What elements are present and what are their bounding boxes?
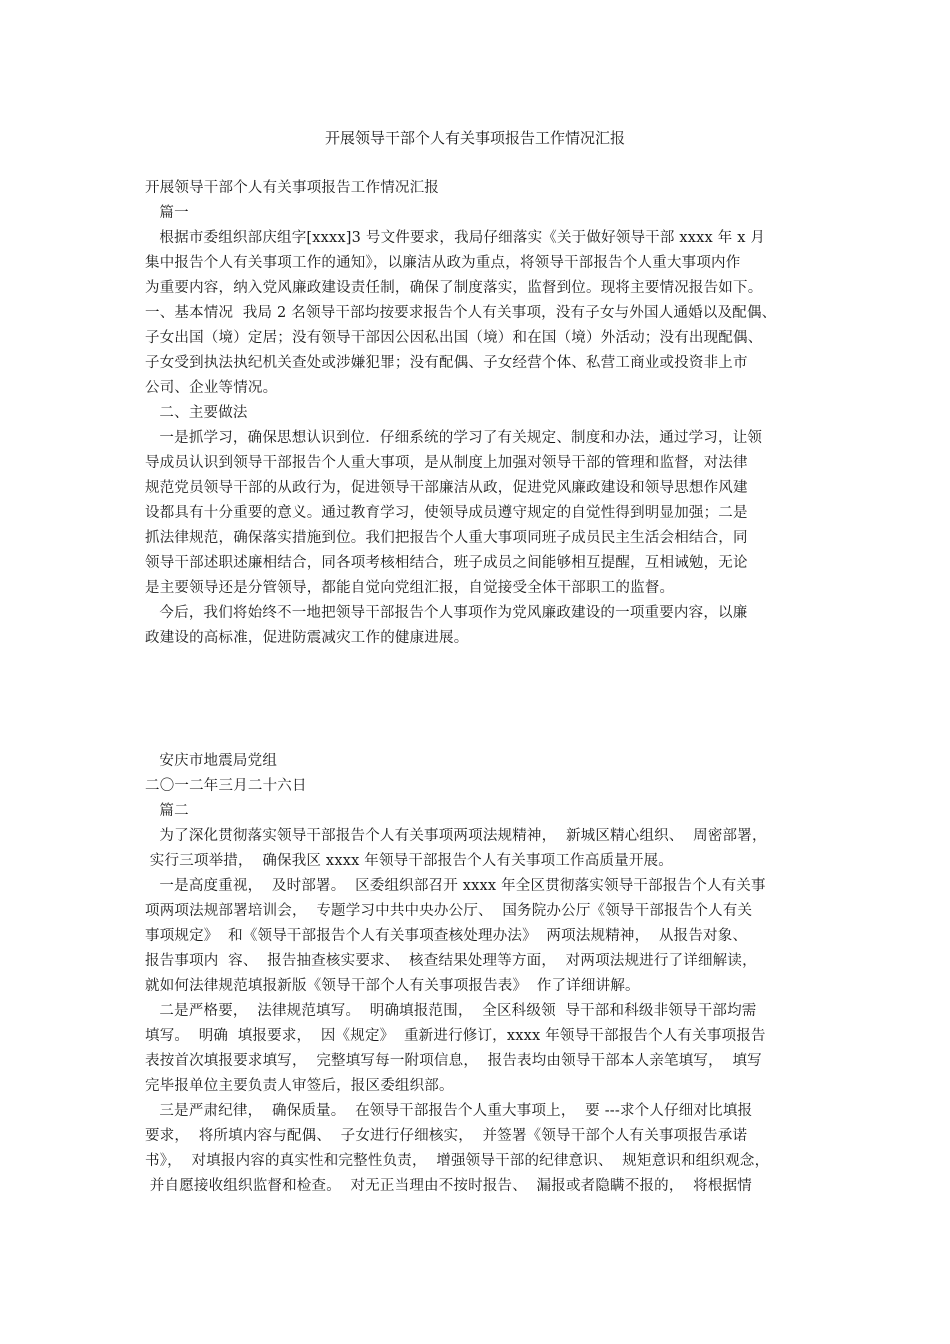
text-line: 子女受到执法执纪机关查处或涉嫌犯罪；没有配偶、子女经营个体、私营工商业或投资非上市: [145, 355, 748, 371]
text-line: 政建设的高标准，促进防震减灾工作的健康进展。: [145, 630, 469, 646]
text-line: 子女出国（境）定居；没有领导干部因公因私出国（境）和在国（境）外活动；没有出现配偶、: [145, 330, 763, 346]
text-line: 要求， 将所填内容与配偶、 子女进行仔细核实， 并签署《领导干部个人有关事项报告承诺: [145, 1128, 748, 1144]
text-line: 公司、企业等情况。: [145, 380, 278, 396]
text-line: 抓法律规范，确保落实措施到位。我们把报告个人重大事项同班子成员民主生活会相结合，同: [145, 530, 748, 546]
text-line: 导成员认识到领导干部报告个人重大事项，是从制度上加强对领导干部的管理和监督，对法律: [145, 455, 748, 471]
text-line: 填写。 明确 填报要求， 因《规定》 重新进行修订，xxxx 年领导干部报告个人有关事项报告: [145, 1028, 766, 1044]
signature-date: 二〇一二年三月二十六日: [145, 778, 307, 794]
text-line: 书》， 对填报内容的真实性和完整性负责， 增强领导干部的纪律意识、 规矩意识和组织观念，: [145, 1153, 770, 1169]
text-line: 二是严格要， 法律规范填写。 明确填报范围， 全区科级领 导干部和科级非领导干部均需: [145, 1003, 757, 1019]
document-title: 开展领导干部个人有关事项报告工作情况汇报: [324, 129, 625, 147]
text-line: 一是抓学习，确保思想认识到位．仔细系统的学习了有关规定、制度和办法，通过学习，让领: [145, 430, 763, 446]
text-line: 为重要内容，纳入党风廉政建设责任制，确保了制度落实，监督到位。现将主要情况报告如下。: [145, 280, 763, 296]
text-line: 就如何法律规范填报新版《领导干部个人有关事项报告表》 作了详细讲解。: [145, 978, 640, 994]
text-line: 领导干部述职述廉相结合，同各项考核相结合，班子成员之间能够相互提醒，互相诫勉，无论: [145, 555, 748, 571]
part-label: 篇一: [145, 205, 189, 221]
text-line: 是主要领导还是分管领导，都能自觉向党组汇报，自觉接受全体干部职工的监督。: [145, 580, 675, 596]
text-line: 并自愿接收组织监督和检查。 对无正当理由不按时报告、 漏报或者隐瞒不报的， 将根据情: [145, 1178, 752, 1194]
text-line: 一、基本情况 我局 2 名领导干部均按要求报告个人有关事项，没有子女与外国人通婚以及配偶、: [145, 305, 777, 321]
text-line: 规范党员领导干部的从政行为，促进领导干部廉洁从政，促进党风廉政建设和领导思想作风建: [145, 480, 748, 496]
text-line: 表按首次填报要求填写， 完整填写每一附项信息， 报告表均由领导干部本人亲笔填写， 填写: [145, 1053, 762, 1069]
part-label: 篇二: [145, 803, 189, 819]
text-line: 项两项法规部署培训会， 专题学习中共中央办公厅、 国务院办公厅《领导干部报告个人有关: [145, 903, 753, 919]
text-line: 设都具有十分重要的意义。通过教育学习，使领导成员遵守规定的自觉性得到明显加强；二是: [145, 505, 748, 521]
text-line: 报告事项内 容、 报告抽查核实要求、 核查结果处理等方面， 对两项法规进行了详细解读，: [145, 953, 757, 969]
text-line: 集中报告个人有关事项工作的通知》，以廉洁从政为重点，将领导干部报告个人重大事项内作: [145, 255, 741, 271]
text-line: 今后，我们将始终不一地把领导干部报告个人事项作为党风廉政建设的一项重要内容，以廉: [145, 605, 748, 621]
text-line: 三是严肃纪律， 确保质量。 在领导干部报告个人重大事项上， 要 ---求个人仔细对比填报: [145, 1103, 753, 1119]
text-line: 为了深化贯彻落实领导干部报告个人有关事项两项法规精神， 新城区精心组织、 周密部署，: [145, 828, 767, 844]
text-line: 完毕报单位主要负责人审签后，报区委组织部。: [145, 1078, 454, 1094]
text-line: 实行三项举措， 确保我区 xxxx 年领导干部报告个人有关事项工作高质量开展。: [145, 853, 673, 869]
signature-organization: 安庆市地震局党组: [145, 753, 278, 769]
text-line: 根据市委组织部庆组字[xxxx]3 号文件要求，我局仔细落实《关于做好领导干部 xxxx 年 x 月: [145, 230, 766, 246]
section-heading: 开展领导干部个人有关事项报告工作情况汇报: [145, 180, 439, 196]
section-heading: 二、主要做法: [145, 405, 248, 421]
text-line: 事项规定》 和《领导干部报告个人有关事项查核处理办法》 两项法规精神， 从报告对象、: [145, 928, 748, 944]
text-line: 一是高度重视， 及时部署。 区委组织部召开 xxxx 年全区贯彻落实领导干部报告个人有关事: [145, 878, 766, 894]
